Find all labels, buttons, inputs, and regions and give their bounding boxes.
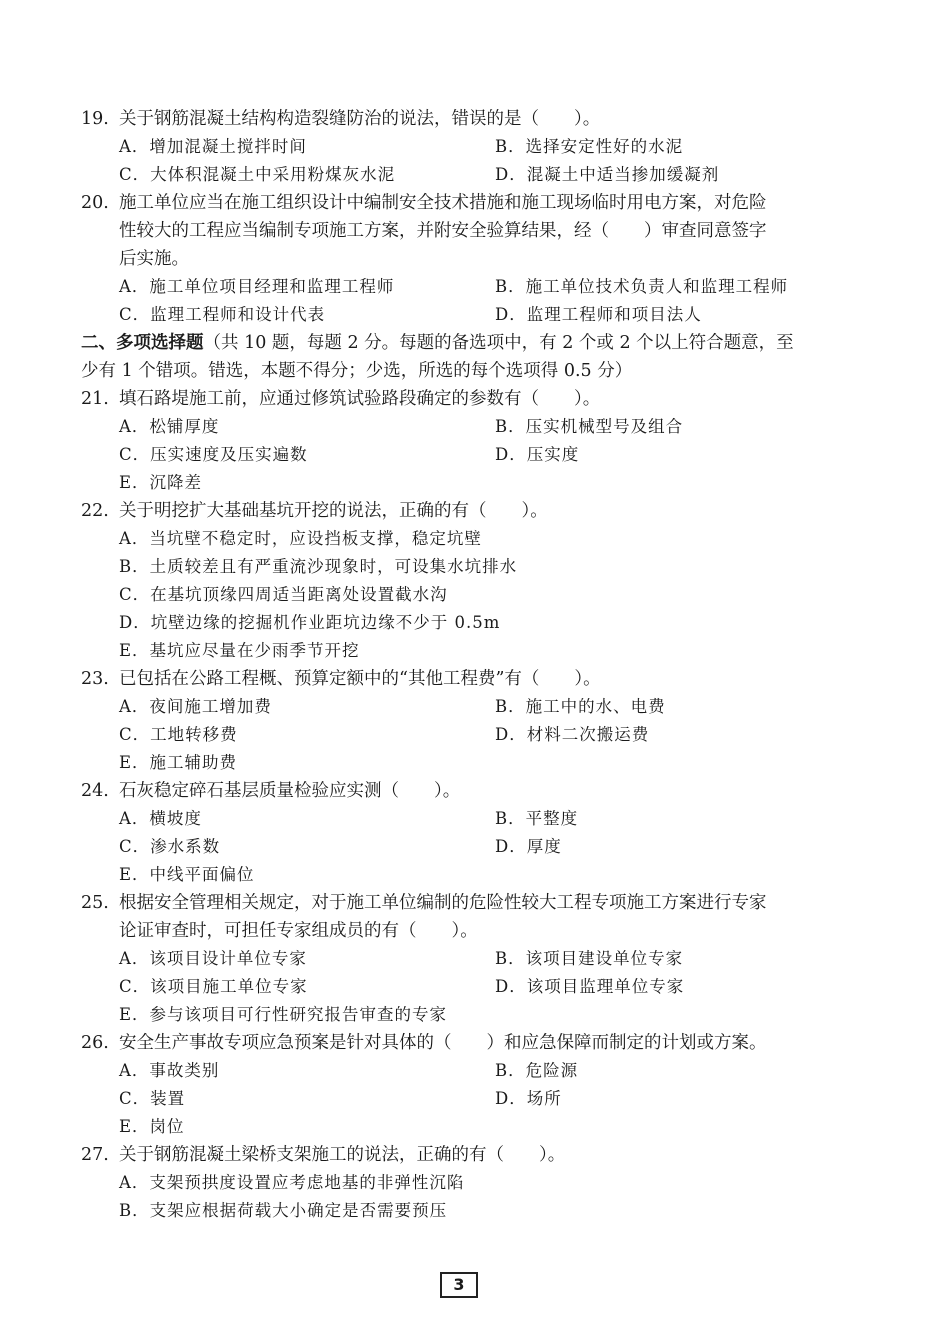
option-a: A．当坑壁不稳定时，应设挡板支撑，稳定坑壁 xyxy=(119,529,482,548)
option-a: A．该项目设计单位专家 xyxy=(119,949,307,968)
option-b: B．土质较差且有严重流沙现象时，可设集水坑排水 xyxy=(119,557,518,576)
question-number: 24. xyxy=(81,781,109,801)
question-number: 22. xyxy=(81,501,109,521)
options-row xyxy=(0,273,950,301)
options-row xyxy=(0,1197,950,1225)
option-c: C．工地转移费 xyxy=(119,725,238,744)
options-row xyxy=(0,833,950,861)
section-note: （共 10 题，每题 2 分。每题的备选项中，有 2 个或 2 个以上符合题意，至 xyxy=(203,333,794,353)
question-27 xyxy=(0,1141,950,1169)
option-a: A．事故类别 xyxy=(119,1061,220,1080)
question-stem: 已包括在公路工程概、预算定额中的“其他工程费”有（ ）。 xyxy=(119,669,601,689)
options-row xyxy=(0,1057,950,1085)
options-row xyxy=(0,693,950,721)
options-row xyxy=(0,637,950,665)
option-b: B．施工单位技术负责人和监理工程师 xyxy=(495,277,789,296)
question-number: 25. xyxy=(81,893,109,913)
option-a: A．夜间施工增加费 xyxy=(119,697,272,716)
options-row xyxy=(0,945,950,973)
question-23 xyxy=(0,665,950,693)
options-row xyxy=(0,581,950,609)
question-stem: 关于明挖扩大基础基坑开挖的说法，正确的有（ ）。 xyxy=(119,501,548,521)
question-stem: 石灰稳定碎石基层质量检验应实测（ ）。 xyxy=(119,781,461,801)
option-d: D．坑壁边缘的挖掘机作业距坑边缘不少于 0.5m xyxy=(119,613,501,632)
option-d: D．场所 xyxy=(495,1089,562,1108)
option-e: E．基坑应尽量在少雨季节开挖 xyxy=(119,641,360,660)
option-a: A．松铺厚度 xyxy=(119,417,220,436)
option-b: B．选择安定性好的水泥 xyxy=(495,137,684,156)
question-stem-continued xyxy=(0,245,950,273)
option-b: B．危险源 xyxy=(495,1061,579,1080)
option-a: A．横坡度 xyxy=(119,809,202,828)
option-e: E．参与该项目可行性研究报告审查的专家 xyxy=(119,1005,448,1024)
question-stem-continued xyxy=(0,217,950,245)
option-e: E．施工辅助费 xyxy=(119,753,238,772)
option-b: B．支架应根据荷载大小确定是否需要预压 xyxy=(119,1201,448,1220)
question-stem: 关于钢筋混凝土结构构造裂缝防治的说法，错误的是（ ）。 xyxy=(119,109,601,129)
question-stem: 根据安全管理相关规定，对于施工单位编制的危险性较大工程专项施工方案进行专家 xyxy=(119,893,767,913)
options-row xyxy=(0,1169,950,1197)
options-row xyxy=(0,721,950,749)
option-d: D．混凝土中适当掺加缓凝剂 xyxy=(495,165,720,184)
section-note-continued xyxy=(0,357,950,385)
question-number: 21. xyxy=(81,389,109,409)
options-row xyxy=(0,441,950,469)
question-number: 20. xyxy=(81,193,109,213)
section-note: 少有 1 个错项。错选，本题不得分；少选，所选的每个选项得 0.5 分） xyxy=(81,361,633,381)
option-c: C．大体积混凝土中采用粉煤灰水泥 xyxy=(119,165,396,184)
options-row xyxy=(0,1085,950,1113)
option-c: C．该项目施工单位专家 xyxy=(119,977,308,996)
question-26 xyxy=(0,1029,950,1057)
question-21 xyxy=(0,385,950,413)
options-row xyxy=(0,161,950,189)
option-d: D．监理工程师和项目法人 xyxy=(495,305,702,324)
section-title: 二、多项选择题 xyxy=(81,333,204,353)
question-24 xyxy=(0,777,950,805)
option-b: B．该项目建设单位专家 xyxy=(495,949,684,968)
section-header xyxy=(0,329,950,357)
option-c: C．装置 xyxy=(119,1089,186,1108)
option-d: D．压实度 xyxy=(495,445,580,464)
page-number: 3 xyxy=(440,1272,478,1298)
options-row xyxy=(0,301,950,329)
options-row xyxy=(0,413,950,441)
options-row xyxy=(0,805,950,833)
option-d: D．该项目监理单位专家 xyxy=(495,977,685,996)
question-19 xyxy=(0,105,950,133)
question-stem-line: 后实施。 xyxy=(119,249,189,269)
question-stem: 安全生产事故专项应急预案是针对具体的（ ）和应急保障而制定的计划或方案。 xyxy=(119,1033,767,1053)
options-row xyxy=(0,1001,950,1029)
options-row xyxy=(0,133,950,161)
question-number: 26. xyxy=(81,1033,109,1053)
option-b: B．压实机械型号及组合 xyxy=(495,417,684,436)
option-a: A．增加混凝土搅拌时间 xyxy=(119,137,307,156)
options-row xyxy=(0,1113,950,1141)
question-number: 27. xyxy=(81,1145,109,1165)
question-20 xyxy=(0,189,950,217)
options-row xyxy=(0,609,950,637)
option-c: C．渗水系数 xyxy=(119,837,221,856)
options-row xyxy=(0,553,950,581)
options-row xyxy=(0,469,950,497)
option-e: E．中线平面偏位 xyxy=(119,865,255,884)
option-c: C．在基坑顶缘四周适当距离处设置截水沟 xyxy=(119,585,448,604)
option-c: C．监理工程师和设计代表 xyxy=(119,305,326,324)
option-a: A．施工单位项目经理和监理工程师 xyxy=(119,277,395,296)
options-row xyxy=(0,525,950,553)
options-row xyxy=(0,861,950,889)
option-e: E．沉降差 xyxy=(119,473,203,492)
options-row xyxy=(0,973,950,1001)
option-b: B．平整度 xyxy=(495,809,579,828)
question-number: 19. xyxy=(81,109,109,129)
option-e: E．岗位 xyxy=(119,1117,185,1136)
option-a: A．支架预拱度设置应考虑地基的非弹性沉陷 xyxy=(119,1173,465,1192)
option-b: B．施工中的水、电费 xyxy=(495,697,666,716)
question-25 xyxy=(0,889,950,917)
question-22 xyxy=(0,497,950,525)
option-d: D．材料二次搬运费 xyxy=(495,725,650,744)
question-stem-continued xyxy=(0,917,950,945)
option-c: C．压实速度及压实遍数 xyxy=(119,445,308,464)
question-stem: 填石路堤施工前，应通过修筑试验路段确定的参数有（ ）。 xyxy=(119,389,601,409)
question-stem-line: 性较大的工程应当编制专项施工方案，并附安全验算结果，经（ ）审查同意签字 xyxy=(119,221,767,241)
section-heading xyxy=(81,329,794,357)
question-number: 23. xyxy=(81,669,109,689)
question-stem: 关于钢筋混凝土梁桥支架施工的说法，正确的有（ ）。 xyxy=(119,1145,566,1165)
option-d: D．厚度 xyxy=(495,837,562,856)
question-stem-line: 论证审查时，可担任专家组成员的有（ ）。 xyxy=(119,921,478,941)
question-stem: 施工单位应当在施工组织设计中编制安全技术措施和施工现场临时用电方案，对危险 xyxy=(119,193,767,213)
options-row xyxy=(0,749,950,777)
